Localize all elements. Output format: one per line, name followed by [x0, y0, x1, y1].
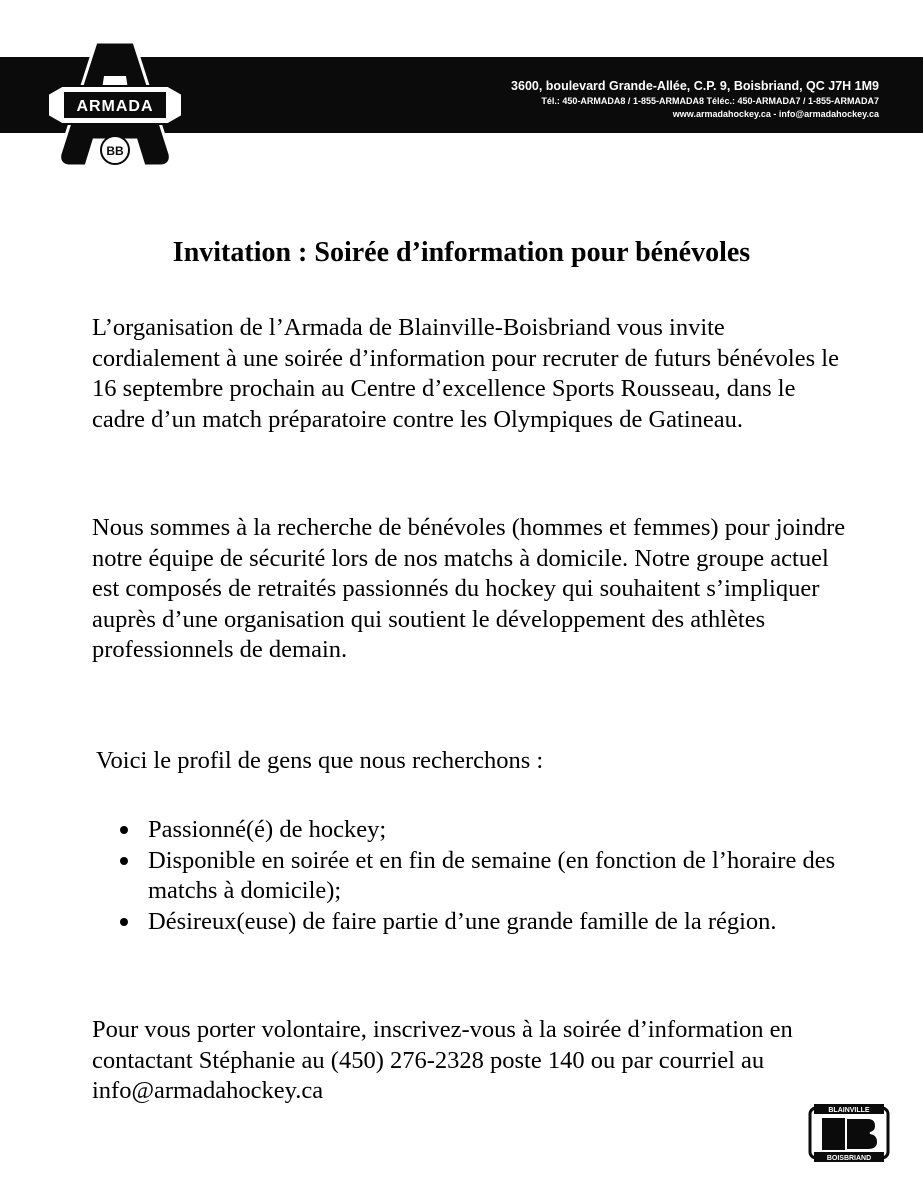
paragraph-invitation: L’organisation de l’Armada de Blainville-Boisbriand vous invite cordialement à une soirée d’information pour recruter de futurs bénévoles le 16 septembre prochain au Centre d’excellence Sports Rousseau, dans le cadre d’un match préparatoire contre les Olympiques de Gatineau. — [92, 314, 839, 433]
header-web: www.armadahockey.ca - info@armadahockey.ca — [672, 109, 879, 119]
header-phones: Tél.: 450-ARMADA8 / 1-855-ARMADA8 Téléc.: 450-ARMADA7 / 1-855-ARMADA7 — [541, 96, 879, 106]
list-item-text: Passionné(é) de hockey; — [148, 816, 387, 843]
list-item-text: Désireux(euse) de faire partie d’une grande famille de la région. — [148, 907, 777, 935]
paragraph-closing: Pour vous porter volontaire, inscrivez-vous à la soirée d’information en contactant Stéphanie au (450) 276-2328 poste 140 ou par courriel au info@armadahockey.ca — [92, 1016, 793, 1104]
paragraph-search: Nous sommes à la recherche de bénévoles (hommes et femmes) pour joindre notre équipe de sécurité lors de nos matchs à domicile. Notre groupe actuel est composés de retraités passionnés du hockey qui souhaitent s’impliquer auprès d’une organisation qui soutient le développement des athlètes professionnels de demain. — [92, 514, 846, 663]
logo-subtext: BB — [106, 144, 124, 158]
armada-logo — [40, 36, 190, 176]
list-item — [92, 815, 852, 846]
bullet-icon — [120, 857, 128, 865]
list-item — [92, 907, 852, 938]
profile-list — [92, 815, 852, 937]
list-item-text: Disponible en soirée et en fin de semaine (en fonction de l’horaire des matchs à domicile); — [148, 846, 836, 904]
bullet-icon — [120, 826, 128, 834]
header-address: 3600, boulevard Grande-Allée, C.P. 9, Boisbriand, QC J7H 1M9 — [511, 79, 879, 93]
document-title: Invitation : Soirée d’information pour bénévoles — [172, 237, 751, 268]
header-contact — [511, 78, 879, 121]
logo-text: ARMADA — [76, 98, 154, 115]
blainville-boisbriand-logo — [808, 1100, 890, 1166]
corner-logo-bottom-text: BOISBRIAND — [826, 1155, 872, 1162]
profile-intro: Voici le profil de gens que nous recherchons : — [96, 747, 544, 774]
corner-logo-top-text: BLAINVILLE — [828, 1107, 870, 1114]
list-item — [92, 846, 852, 907]
bullet-icon — [120, 918, 128, 926]
